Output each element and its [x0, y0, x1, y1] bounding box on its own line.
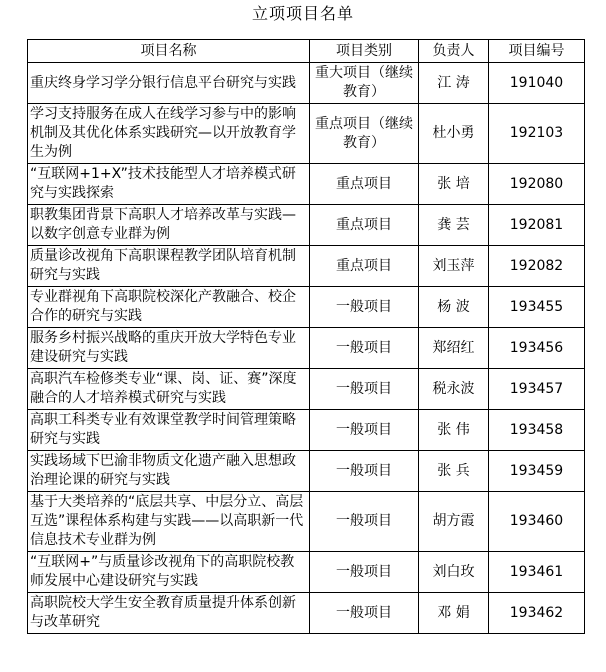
- header-project-id: 项目编号: [489, 40, 585, 63]
- project-id: 193461: [489, 552, 585, 593]
- table-row: [28, 205, 585, 246]
- table-row: [28, 164, 585, 205]
- table-row: [28, 451, 585, 492]
- person-in-charge: 郑绍红: [419, 328, 489, 369]
- table-row: [28, 246, 585, 287]
- person-in-charge: 刘玉萍: [419, 246, 489, 287]
- table-row: [28, 410, 585, 451]
- person-in-charge: 胡方霞: [419, 492, 489, 552]
- project-id: 193457: [489, 369, 585, 410]
- person-in-charge: 刘白玫: [419, 552, 489, 593]
- project-id: 193460: [489, 492, 585, 552]
- project-id: 192081: [489, 205, 585, 246]
- project-name: 基于大类培养的“底层共享、中层分立、高层互选”课程体系构建与实践——以高职新一代信息技术专业群为例: [28, 492, 310, 552]
- person-in-charge: 税永波: [419, 369, 489, 410]
- project-category: 重点项目（继续教育）: [310, 104, 419, 164]
- project-name: 专业群视角下高职院校深化产教融合、校企合作的研究与实践: [28, 287, 310, 328]
- project-name: 服务乡村振兴战略的重庆开放大学特色专业建设研究与实践: [28, 328, 310, 369]
- project-category: 重大项目（继续教育）: [310, 63, 419, 104]
- header-project-category: 项目类别: [310, 40, 419, 63]
- project-id: 192103: [489, 104, 585, 164]
- project-id: 193456: [489, 328, 585, 369]
- table-row: [28, 492, 585, 552]
- table-row: [28, 104, 585, 164]
- project-name: “互联网+”与质量诊改视角下的高职院校教师发展中心建设研究与实践: [28, 552, 310, 593]
- project-name: “互联网+1+X”技术技能型人才培养模式研究与实践探索: [28, 164, 310, 205]
- person-in-charge: 江 涛: [419, 63, 489, 104]
- project-id: 193462: [489, 593, 585, 634]
- table-row: [28, 63, 585, 104]
- person-in-charge: 张 兵: [419, 451, 489, 492]
- project-category: 一般项目: [310, 328, 419, 369]
- project-name: 高职汽车检修类专业“课、岗、证、赛”深度融合的人才培养模式研究与实践: [28, 369, 310, 410]
- person-in-charge: 张 培: [419, 164, 489, 205]
- project-id: 193458: [489, 410, 585, 451]
- table-row: [28, 552, 585, 593]
- table-row: [28, 287, 585, 328]
- project-name: 学习支持服务在成人在线学习参与中的影响机制及其优化体系实践研究—以开放教育学生为例: [28, 104, 310, 164]
- project-category: 重点项目: [310, 205, 419, 246]
- project-name: 高职院校大学生安全教育质量提升体系创新与改革研究: [28, 593, 310, 634]
- project-name: 实践场域下巴渝非物质文化遗产融入思想政治理论课的研究与实践: [28, 451, 310, 492]
- project-list-table: [27, 39, 585, 634]
- project-id: 192080: [489, 164, 585, 205]
- table-row: [28, 593, 585, 634]
- person-in-charge: 杜小勇: [419, 104, 489, 164]
- header-person-in-charge: 负责人: [419, 40, 489, 63]
- project-name: 质量诊改视角下高职课程教学团队培育机制研究与实践: [28, 246, 310, 287]
- project-category: 一般项目: [310, 593, 419, 634]
- project-id: 193459: [489, 451, 585, 492]
- header-project-name: 项目名称: [28, 40, 310, 63]
- table-row: [28, 369, 585, 410]
- person-in-charge: 杨 波: [419, 287, 489, 328]
- project-id: 192082: [489, 246, 585, 287]
- document-title: 立项项目名单: [251, 4, 354, 23]
- person-in-charge: 张 伟: [419, 410, 489, 451]
- project-category: 一般项目: [310, 287, 419, 328]
- project-name: 高职工科类专业有效课堂教学时间管理策略研究与实践: [28, 410, 310, 451]
- project-category: 一般项目: [310, 552, 419, 593]
- project-id: 191040: [489, 63, 585, 104]
- project-category: 重点项目: [310, 164, 419, 205]
- project-name: 职教集团背景下高职人才培养改革与实践—以数字创意专业群为例: [28, 205, 310, 246]
- project-category: 一般项目: [310, 492, 419, 552]
- project-category: 重点项目: [310, 246, 419, 287]
- project-name: 重庆终身学习学分银行信息平台研究与实践: [28, 63, 310, 104]
- project-category: 一般项目: [310, 451, 419, 492]
- table-header-row: [28, 40, 585, 63]
- person-in-charge: 邓 娟: [419, 593, 489, 634]
- project-id: 193455: [489, 287, 585, 328]
- person-in-charge: 龚 芸: [419, 205, 489, 246]
- project-category: 一般项目: [310, 410, 419, 451]
- table-row: [28, 328, 585, 369]
- project-category: 一般项目: [310, 369, 419, 410]
